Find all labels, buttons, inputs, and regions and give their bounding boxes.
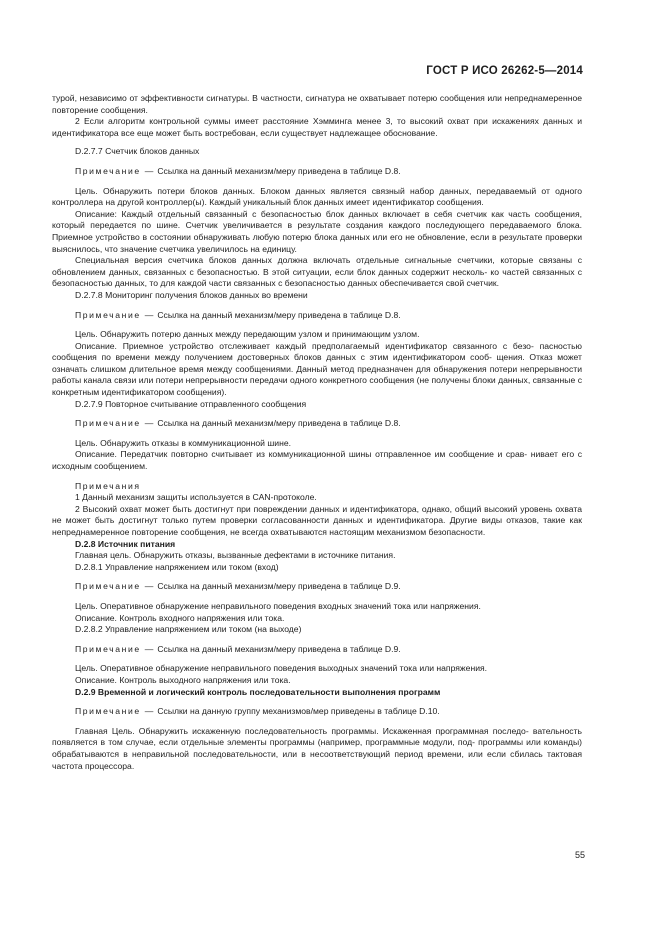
note-prefix: Примечание — bbox=[75, 418, 155, 429]
paragraph: 2 Если алгоритм контрольной суммы имеет расстояние Хэмминга менее 3, то высокий охват при искажениях данных и идентификатора все еще может быть востребован, если существует надлежащее обоснование. bbox=[52, 116, 582, 138]
note-prefix: Примечание — bbox=[75, 643, 155, 654]
note-prefix: Примечание — bbox=[75, 309, 155, 320]
section-heading: D.2.8.1 Управление напряжением или током (вход) bbox=[75, 561, 279, 572]
note-text: Ссылка на данный механизм/меру приведена в таблице D.8. bbox=[157, 418, 401, 429]
paragraph: Цель. Обнаружить потерю данных между передающим узлом и принимающим узлом. bbox=[75, 329, 420, 340]
section-heading: D.2.7.7 Счетчик блоков данных bbox=[75, 146, 200, 157]
section-heading: D.2.9 Временной и логический контроль последовательности выполнения программ bbox=[75, 686, 441, 697]
note-text: Ссылка на данный механизм/меру приведена в таблице D.9. bbox=[157, 643, 401, 654]
paragraph: Главная цель. Обнаружить отказы, вызванные дефектами в источнике питания. bbox=[75, 550, 396, 561]
note bbox=[52, 310, 582, 322]
section-heading: D.2.8 Источник питания bbox=[75, 538, 176, 549]
paragraph: Цель. Обнаружить отказы в коммуникационной шине. bbox=[75, 437, 291, 448]
note-prefix: Примечание — bbox=[75, 706, 155, 717]
paragraph: Описание. Передатчик повторно считывает из коммуникационной шины отправленное им сообщение и срав- нивает его с исходным сообщением. bbox=[52, 449, 582, 472]
note-item: 2 Высокий охват может быть достигнут при повреждении данных и идентификатора, однако, общий высокий уровень охвата не может быть достигнут только путем проверки согласованности данных и идентификатора. Другие виды отказов, такие как непреднамеренное повторение сообщения, не всегда охватываются настоящим механизмом безопасности. bbox=[52, 503, 582, 537]
note bbox=[52, 706, 582, 718]
note bbox=[52, 418, 582, 430]
note-item: 1 Данный механизм защиты используется в CAN-протоколе. bbox=[75, 492, 317, 503]
section-heading: D.2.7.8 Мониторинг получения блоков данных во времени bbox=[75, 289, 308, 300]
paragraph: Описание: Каждый отдельный связанный с безопасностью блок данных включает в себя счетчик как часть сообщения, который передается по шине. Счетчик увеличивается в результате создания каждого последующего передаваемого блока. Приемное устройство в состоянии обнаруживать любую потерю блока данных или его не обновление, если в результате проверки выяснилось, что значение счетчика увеличилось на единицу. bbox=[52, 208, 582, 254]
note bbox=[52, 581, 582, 593]
note-text: Ссылка на данный механизм/меру приведена в таблице D.9. bbox=[157, 581, 401, 592]
paragraph: Цель. Оперативное обнаружение неправильного поведения выходных значений тока или напряжения. bbox=[75, 663, 488, 674]
paragraph: турой, независимо от эффективности сигнатуры. В частности, сигнатура не охватывает потерю сообщения или непреднамеренное повторение сообщения. bbox=[52, 93, 582, 115]
paragraph: Описание. Контроль выходного напряжения или тока. bbox=[75, 674, 291, 685]
note-prefix: Примечание — bbox=[75, 581, 155, 592]
note bbox=[52, 166, 582, 178]
note-text: Ссылка на данный механизм/меру приведена в таблице D.8. bbox=[157, 309, 401, 320]
paragraph: Главная Цель. Обнаружить искаженную последовательность программы. Искаженная программная последо- вательность появляется в том случае, если отдельные элементы программы (например, программные модули, под- программы или команды) обрабатываются в неправильной последовательности, или в несоответствующий период времени, или если сбилась тактовая частота процессора. bbox=[52, 725, 582, 771]
note-prefix: Примечание — bbox=[75, 165, 155, 176]
paragraph: Цель. Оперативное обнаружение неправильного поведения входных значений тока или напряжения. bbox=[75, 600, 481, 611]
notes-heading: Примечания bbox=[75, 480, 141, 491]
document-body bbox=[52, 93, 582, 772]
paragraph: Описание. Приемное устройство отслеживает каждый предполагаемый идентификатор связанного с безо- пасностью сообщения по времени между получением достоверных блоков данных с этим идентификатором сооб- щения. Отказ может означать слишком длительное время между сообщениями. Данный метод предназначен для обнаружения потери непрерывности работы канала связи или потери непрерывности передачи одного конкретного сообщения (не получены блоки данных, связанные с конкретным идентификатором сообщения). bbox=[52, 340, 582, 398]
note bbox=[52, 644, 582, 656]
note-text: Ссылки на данную группу механизмов/мер приведены в таблице D.10. bbox=[157, 706, 440, 717]
document-code-header: ГОСТ Р ИСО 26262-5—2014 bbox=[426, 65, 583, 77]
paragraph: Цель. Обнаружить потери блоков данных. Блоком данных является связный набор данных, передаваемый от одного контроллера на другой контроллер(ы). Каждый уникальный блок данных имеет идентификатор сообщения. bbox=[52, 185, 582, 208]
note-text: Ссылка на данный механизм/меру приведена в таблице D.8. bbox=[157, 165, 401, 176]
section-heading: D.2.7.9 Повторное считывание отправленного сообщения bbox=[75, 398, 307, 409]
paragraph: Описание. Контроль входного напряжения или тока. bbox=[75, 612, 285, 623]
section-heading: D.2.8.2 Управление напряжением или током (на выходе) bbox=[75, 624, 302, 635]
paragraph: Специальная версия счетчика блоков данных должна включать отдельные сигнальные счетчики, которые связаны с обновлением данных, связанных с безопасностью. В этой ситуации, если блок данных содержит несколь- ко частей связанных с безопасностью данных, то для каждой части связанных с безопасностью данных обеспечивается свой счетчик. bbox=[52, 255, 582, 289]
page-number: 55 bbox=[574, 850, 585, 860]
